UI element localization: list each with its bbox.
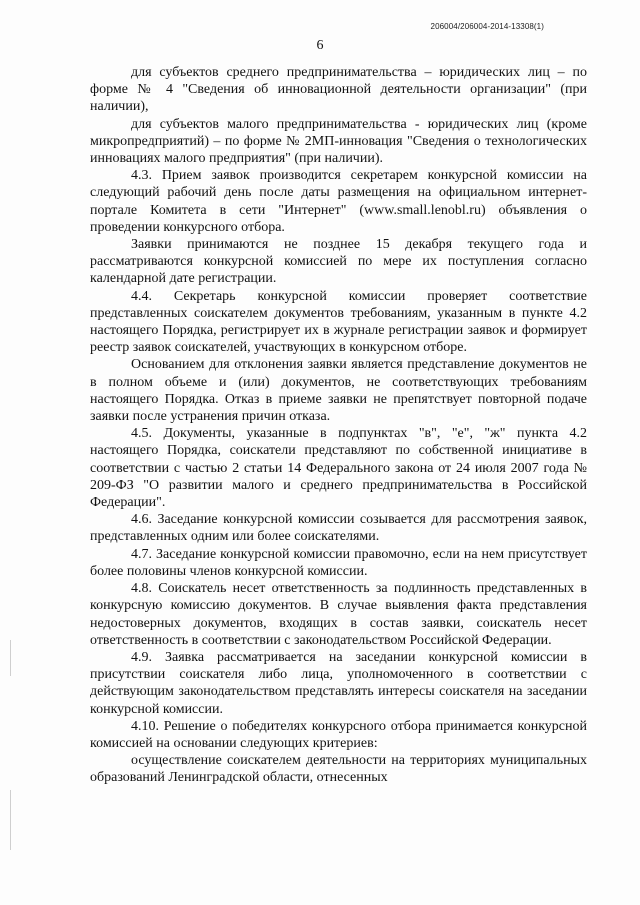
paragraph-small-business-form: для субъектов малого предпринимательства - юридических лиц (кроме микропредприятий) – по форме № 2МП-инновация "Сведения о технологических инновациях малого предприятия" (при наличии). [90,116,587,167]
document-id: 206004/206004-2014-13308(1) [430,22,544,31]
paragraph-4-5: 4.5. Документы, указанные в подпунктах "в", "е", "ж" пункта 4.2 настоящего Порядка, соискатели представляют по собственной инициативе в соответствии с частью 2 статьи 14 Федерального закона от 24 июля 2007 года № 209-ФЗ "О развитии малого и среднего предпринимательства в Российской Федерации". [90,426,587,511]
paragraph-4-3: 4.3. Прием заявок производится секретарем конкурсной комиссии на следующий рабочий день после даты размещения на официальном интернет-портале Комитета в сети "Интернет" (www.small.lenobl.ru) объявления о проведении конкурсного отбора. [90,168,587,235]
paragraph-4-4: 4.4. Секретарь конкурсной комиссии проверяет соответствие представленных соискателем документов требованиям, указанным в пункте 4.2 настоящего Порядка, регистрирует их в журнале регистрации заявок и формирует реестр заявок соискателей, участвующих в конкурсном отборе. [90,288,587,356]
paragraph-medium-business-form: для субъектов среднего предпринимательства – юридических лиц – по форме № 4 "Сведения об инновационной деятельности организации" (при наличии), [90,65,587,115]
page-number: 6 [316,38,324,53]
paragraph-4-9: 4.9. Заявка рассматривается на заседании конкурсной комиссии в присутствии соискателя либо лица, уполномоченного в соответствии с действующим законодательством представлять интересы соискателя на заседании конкурсной комиссии. [90,649,587,717]
paragraph-4-6: 4.6. Заседание конкурсной комиссии созывается для рассмотрения заявок, представленных одним или более соискателями. [90,512,587,545]
paragraph-4-7: 4.7. Заседание конкурсной комиссии правомочно, если на нем присутствует более половины членов конкурсной комиссии. [90,546,587,579]
paragraph-deadline: Заявки принимаются не позднее 15 декабря текущего года и рассматриваются конкурсной комиссией по мере их поступления согласно календарной дате регистрации. [90,237,587,287]
paragraph-4-8: 4.8. Соискатель несет ответственность за подлинность представленных в конкурсную комиссию документов. В случае выявления факта представления недостоверных документов, входящих в состав заявки, соискатель несет ответственность в соответствии с законодательством Российской Федерации. [90,581,587,648]
paragraph-criteria-territory: осуществление соискателем деятельности на территориях муниципальных образований Ленинградской области, отнесенных [90,753,587,786]
scan-edge-mark [10,790,11,850]
paragraph-rejection-grounds: Основанием для отклонения заявки является представление документов не в полном объеме и (или) документов, не соответствующих требованиям настоящего Порядка. Отказ в приеме заявки не препятствует повторной подаче заявки после устранения причин отказа. [90,357,587,425]
paragraph-4-10: 4.10. Решение о победителях конкурсного отбора принимается конкурсной комиссией на основании следующих критериев: [90,718,587,751]
document-body [90,64,587,787]
scan-edge-mark [10,640,11,676]
